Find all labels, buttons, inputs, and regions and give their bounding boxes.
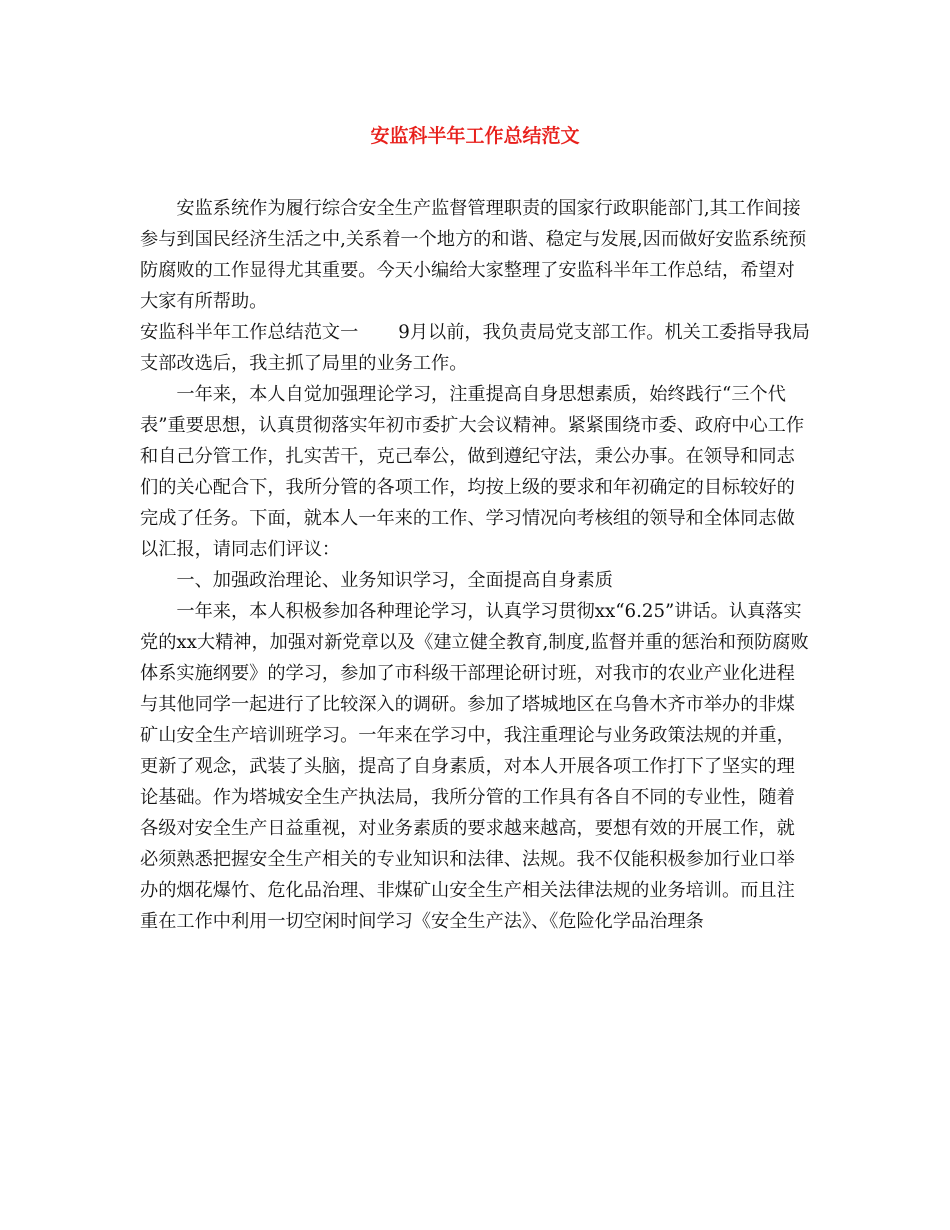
section-paragraph — [140, 317, 812, 379]
intro-paragraph: 安监系统作为履行综合安全生产监督管理职责的国家行政职能部门,其工作间接参与到国民经济生活之中,关系着一个地方的和谐、稳定与发展,因而做好安监系统预防腐败的工作显得尤其重要。今天小编给大家整理了安监科半年工作总结，希望对大家有所帮助。 — [140, 198, 807, 312]
section-heading: 安监科半年工作总结范文一 — [140, 322, 359, 343]
section-first-text: 9月以前，我负责局党支部工作。机关工委指导我局支部改选后，我主抓了局里的业务工作。 — [140, 322, 810, 374]
paragraph-3: 一年来，本人积极参加各种理论学习，认真学习贯彻xx“6.25”讲话。认真落实党的xx大精神，加强对新党章以及《建立健全教育,制度,监督并重的惩治和预防腐败体系实施纲要》的学习，参加了市科级干部理论研讨班，对我市的农业产业化进程与其他同学一起进行了比较深入的调研。参加了塔城地区在乌鲁木齐市举办的非煤矿山安全生产培训班学习。一年来在学习中，我注重理论与业务政策法规的并重，更新了观念，武装了头脑，提高了自身素质，对本人开展各项工作打下了坚实的理论基础。作为塔城安全生产执法局，我所分管的工作具有各自不同的专业性，随着各级对安全生产日益重视，对业务素质的要求越来越高，要想有效的开展工作，就必须熟悉把握安全生产相关的专业知识和法律、法规。我不仅能积极参加行业口举办的烟花爆竹、危化品治理、非煤矿山安全生产相关法律法规的业务培训。而且注重在工作中利用一切空闲时间学习《安全生产法》、《危险化学品治理条 — [140, 601, 809, 932]
paragraph-2: 一年来，本人自觉加强理论学习，注重提高自身思想素质，始终践行“三个代表”重要思想，认真贯彻落实年初市委扩大会议精神。紧紧围绕市委、政府中心工作和自己分管工作，扎实苦干，克己奉公，做到遵纪守法，秉公办事。在领导和同志们的关心配合下，我所分管的各项工作，均按上级的要求和年初确定的目标较好的完成了任务。下面，就本人一年来的工作、学习情况向考核组的领导和全体同志做以汇报，请同志们评议： — [140, 384, 805, 560]
document-body — [140, 193, 812, 937]
subheading-1: 一、加强政治理论、业务知识学习，全面提高自身素质 — [176, 570, 613, 591]
document-title: 安监科半年工作总结范文 — [370, 125, 580, 147]
